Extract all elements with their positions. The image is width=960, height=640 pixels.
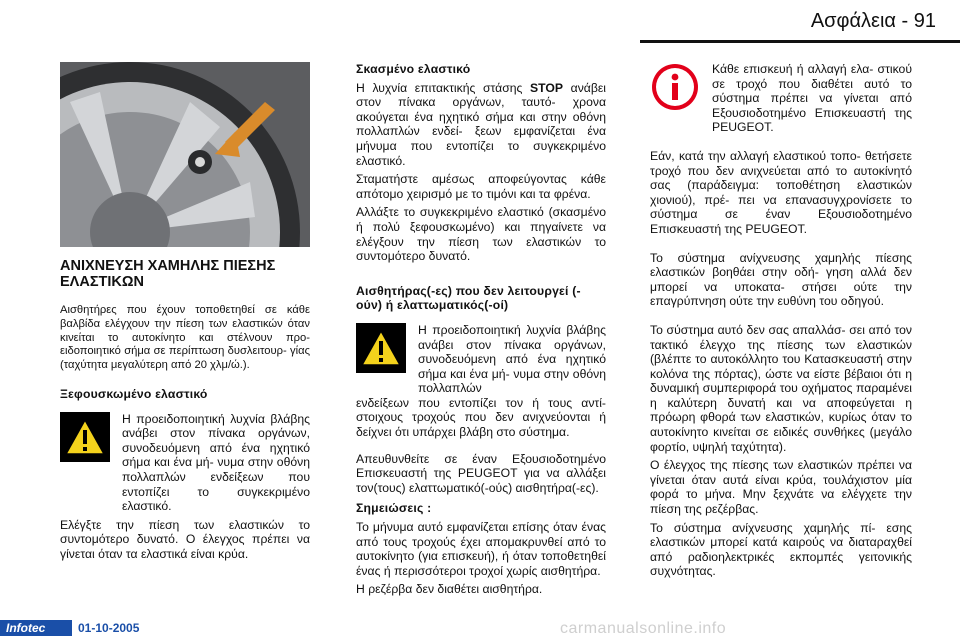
notes-title: Σημειώσεις : (356, 501, 432, 516)
section-title: ΑΝΙΧΝΕΥΣΗ ΧΑΜΗΛΗΣ ΠΙΕΣΗΣ ΕΛΑΣΤΙΚΩΝ (60, 258, 276, 290)
warning-block-sensor (356, 323, 606, 396)
column-middle (356, 62, 606, 597)
warning-triangle-icon (356, 323, 406, 373)
info-block (650, 62, 912, 135)
footer-date: 01-10-2005 (78, 621, 140, 635)
sensor-warning-text-cont: ενδείξεων που εντοπίζει τον ή τους αντί- στοιχους τροχούς που δεν ανιχνεύονται ή δείχνει ότι υπάρχει βλάβη στο σύστημα. (356, 395, 606, 440)
regular-check-paragraph: Το σύστημα αυτό δεν σας απαλλάσ- σει από τον τακτικό έλεγχο της πίεσης των ελαστικών (βλέπτε το αυτοκόλλητο του Κατασκευαστή στην κολόνα της πόρτας), ώστε να είστε βέβαιοι ότι η δυναμική συμπεριφορά του οχήματος παραμένει η καλύτερη δυνατή και να αποφεύγεται η πρόωρη φθορά των ελαστικών, κυρίως όταν το αυτοκίνητο κινείται σε ειδικές συνθήκες (μεγάλο φορτίο, υψηλή ταχύτητα). (650, 322, 912, 454)
stop-post: ανάβει στον πίνακα οργάνων, ταυτό- χρονα ακούγεται ένα ηχητικό σήμα και στην οθόνη πολλαπλών ενδεί- ξεων εμφανίζεται ένα μήνυμα που εντοπίζει το συγκεκριμένο ελαστικό. (356, 80, 606, 168)
contact-dealer-paragraph: Απευθυνθείτε σε έναν Εξουσιοδοτημένο Επισκευαστή της PEUGEOT για να αλλάξει τον(τους) ελαττωματικό(-ούς) αισθητήρα(-ες). (356, 451, 606, 495)
infotec-logo: Infotec (0, 620, 72, 636)
interference-paragraph: Το σύστημα ανίχνευσης χαμηλής πί- εσης ελαστικών μπορεί κατά καιρούς να διαταραχθεί από ραδιοηλεκτρικές εκπομπές γειτονικής συχνότητας. (650, 520, 912, 579)
info-text: Κάθε επισκευή ή αλλαγή ελα- στικού σε τροχό που διαθέτει αυτό το σύστημα πρέπει να γίνεται από Εξουσιοδοτημένο Επισκευαστή της PEUGEOT. (712, 62, 912, 135)
watermark: carmanualsonline.info (560, 620, 727, 637)
page-title: Ασφάλεια - 91 (810, 10, 936, 32)
subtitle-sensor-fault: Αισθητήρας(-ες) που δεν λειτουργεί (-ούν) ή ελαττωματικός(-οί) (356, 283, 581, 313)
warning-triangle-icon (60, 412, 110, 462)
stop-pre: Η λυχνία επιτακτικής στάσης (356, 80, 531, 95)
stop-word: STOP (530, 80, 564, 95)
page-header (0, 0, 960, 48)
stop-immediately-paragraph: Σταματήστε αμέσως αποφεύγοντας κάθε απότομο χειρισμό με το τιμόνι και τα φρένα. (356, 172, 606, 201)
intro-paragraph: Αισθητήρες που έχουν τοποθετηθεί σε κάθε βαλβίδα ελέγχουν την πίεση των ελαστικών όταν κινείται το αυτοκίνητο και στέλνουν προ- ειδοποιητικό σήμα σε περίπτωση δυσλειτουρ- γίας (ταχύτητα μεγαλύτερη από 20 χλμ/ώ.). (60, 304, 310, 372)
driver-aid-paragraph: Το σύστημα ανίχνευσης χαμηλής πίεσης ελαστικών βοηθάει στην οδή- γηση αλλά δεν μπορεί να υποκατα- στήσει ούτε την επαγρύπνηση ούτε την ευθύνη του οδηγού. (650, 250, 912, 309)
warning-text: Η προειδοποιητική λυχνία βλάβης ανάβει στον πίνακα οργάνων, συνοδευόμενη από ένα ηχητικό σήμα και ένα μή- νυμα στην οθόνη πολλαπλών ενδείξεων που εντοπίζει το συγκεκριμένο ελαστικό. (122, 411, 310, 514)
resync-paragraph: Εάν, κατά την αλλαγή ελαστικού τοπο- θετήσετε τροχό που δεν ανιχνεύεται από το αυτοκίνητό σας (παράδειγμα: τοποθέτηση ελαστικών χιονιού), πρέ- πει να επανασυγχρονίσετε το σύστημα σε έναν Εξουσιοδοτημένο Επισκευαστή της PEUGEOT. (650, 148, 912, 236)
check-pressure-paragraph: Ελέγξτε την πίεση των ελαστικών το συντομότερο δυνατό. Ο έλεγχος πρέπει να γίνεται όταν τα ελαστικά είναι κρύα. (60, 517, 310, 561)
info-icon (650, 62, 700, 112)
column-left (60, 258, 310, 562)
column-right (650, 62, 912, 579)
stop-paragraph (356, 81, 606, 169)
warning-block-deflated (60, 412, 310, 514)
header-rule (640, 40, 960, 43)
notes-paragraph: Το μήνυμα αυτό εμφανίζεται επίσης όταν ένας από τους τροχούς έχει απομακρυνθεί από το αυτοκίνητο (για επισκευή), ή όταν τοποθετηθεί ένας ή περισσότεροι τροχοί χωρίς αισθητήρα. (356, 520, 606, 578)
subtitle-punctured-tyre: Σκασμένο ελαστικό (356, 62, 471, 76)
spare-wheel-paragraph: Η ρεζέρβα δεν διαθέτει αισθητήρα. (356, 582, 543, 597)
change-tyre-paragraph: Αλλάξτε το συγκεκριμένο ελαστικό (σκασμένο ή πολύ ξεφουσκωμένο) και πηγαίνετε να ελέγξουν την πίεση των ελαστικών το συντομότερο δυνατό. (356, 205, 606, 264)
tire-valve-photo (60, 62, 310, 247)
subtitle-deflated-tyre: Ξεφουσκωμένο ελαστικό (60, 386, 208, 401)
sensor-warning-text: Η προειδοποιητική λυχνία βλάβης ανάβει στον πίνακα οργάνων, συνοδευόμενη από ένα ηχητικό σήμα και ένα μή- νυμα στην οθόνη πολλαπλών (418, 322, 606, 396)
cold-check-paragraph: Ο έλεγχος της πίεσης των ελαστικών πρέπει να γίνεται όταν αυτά είναι κρύα, τουλάχιστον μία φορά το μήνα. Μην ξεχνάτε να ελέγχετε την πίεση της ρεζέρβας. (650, 458, 912, 517)
